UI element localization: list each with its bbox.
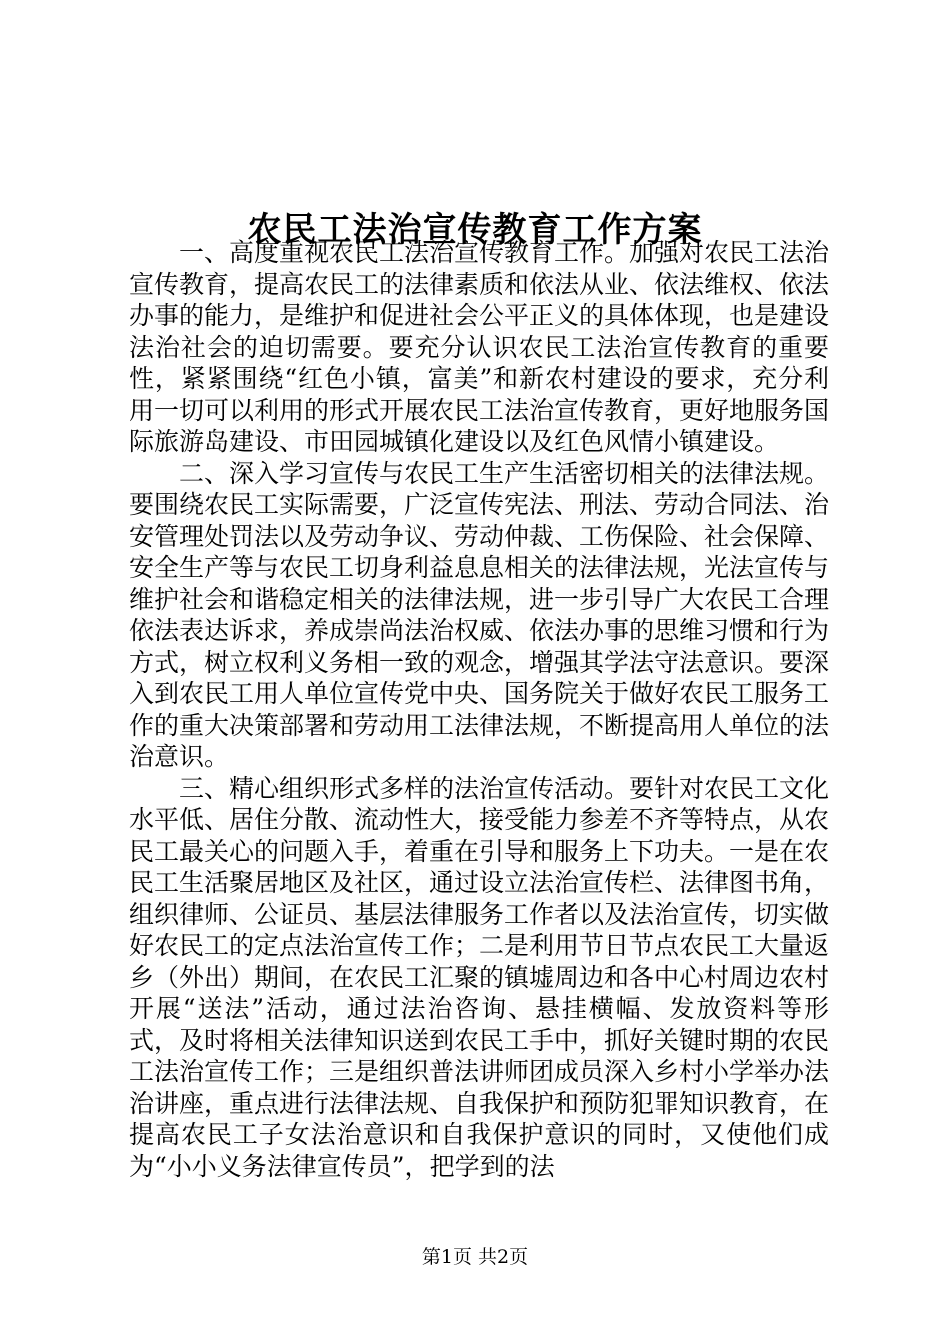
- page-footer: 第1页 共2页: [421, 1246, 529, 1268]
- paragraph-1: 一、高度重视农民工法治宣传教育工作。加强对农民工法治宣传教育，提高农民工的法律素质和依法从业、依法维权、依法办事的能力，是维护和促进社会公平正义的具体体现，也是建设法治社会的迫切需要。要充分认识农民工法治宣传教育的重要性，紧紧围绕“红色小镇，富美”和新农村建设的要求，充分利用一切可以利用的形式开展农民工法治宣传教育，更好地服务国际旅游岛建设、市田园城镇化建设以及红色风情小镇建设。: [129, 238, 830, 456]
- document-body: [129, 237, 829, 1182]
- paragraph-2: 二、深入学习宣传与农民工生产生活密切相关的法律法规。要围绕农民工实际需要，广泛宣传宪法、刑法、劳动合同法、治安管理处罚法以及劳动争议、劳动仲裁、工伤保险、社会保障、安全生产等与农民工切身利益息息相关的法律法规，光法宣传与维护社会和谐稳定相关的法律法规，进一步引导广大农民工合理依法表达诉求，养成崇尚法治权威、依法办事的思维习惯和行为方式，树立权利义务相一致的观念，增强其学法守法意识。要深入到农民工用人单位宣传党中央、国务院关于做好农民工服务工作的重大决策部署和劳动用工法律法规，不断提高用人单位的法治意识。: [129, 458, 830, 771]
- paragraph-3: 三、精心组织形式多样的法治宣传活动。要针对农民工文化水平低、居住分散、流动性大，接受能力参差不齐等特点，从农民工最关心的问题入手，着重在引导和服务上下功夫。一是在农民工生活聚居地区及社区，通过设立法治宣传栏、法律图书角，组织律师、公证员、基层法律服务工作者以及法治宣传，切实做好农民工的定点法治宣传工作；二是利用节日节点农民工大量返乡（外出）期间，在农民工汇聚的镇墟周边和各中心村周边农村开展“送法”活动，通过法治咨询、悬挂横幅、发放资料等形式，及时将相关法律知识送到农民工手中，抓好关键时期的农民工法治宣传工作；三是组织普法讲师团成员深入乡村小学举办法治讲座，重点进行法律法规、自我保护和预防犯罪知识教育，在提高农民工子女法治意识和自我保护意识的同时，又使他们成为“小小义务法律宣传员”，把学到的法: [129, 773, 830, 1181]
- document-title: 农民工法治宣传教育工作方案: [247, 209, 703, 250]
